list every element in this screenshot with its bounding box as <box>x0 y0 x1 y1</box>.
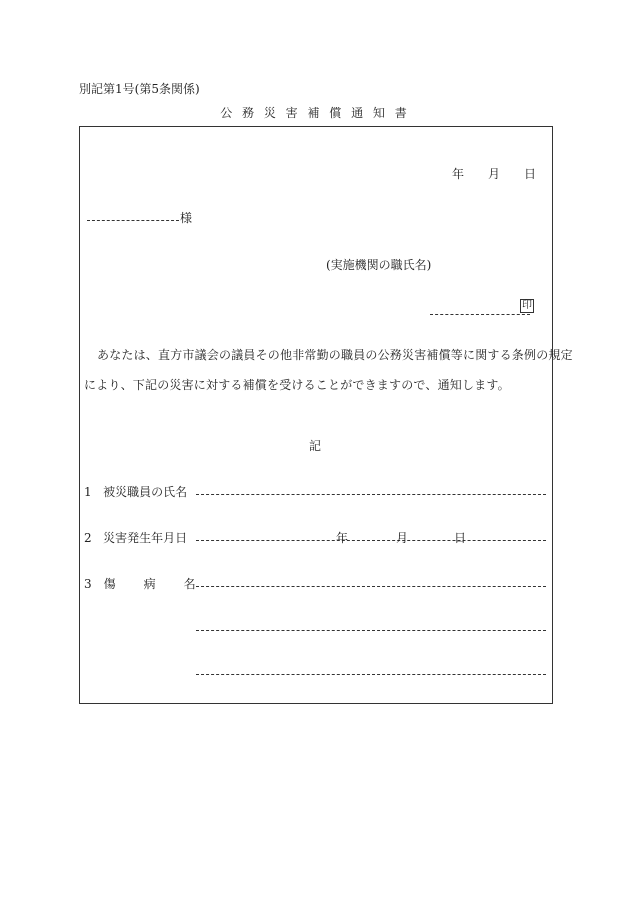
item3-char3: 名 <box>183 577 196 591</box>
seal-mark: 印 <box>522 300 532 311</box>
item3-char2: 病 <box>143 577 156 591</box>
item3-char1: 傷 <box>103 577 116 591</box>
item1-label <box>84 483 187 500</box>
form-reference: 別記第1号(第5条関係) <box>79 82 200 96</box>
item2-number: 2 <box>84 531 92 545</box>
incident-date-field[interactable] <box>196 540 546 541</box>
item3-number: 3 <box>84 577 92 591</box>
date-year: 年 <box>452 167 465 181</box>
incident-day-label: 日 <box>454 531 467 545</box>
body-text-line1: あなたは、直方市議会の議員その他非常勤の職員の公務災害補償等に関する条例の規定 <box>97 348 573 362</box>
form-frame <box>79 126 553 704</box>
body-text-line2: により、下記の災害に対する補償を受けることができますので、通知します。 <box>84 378 510 392</box>
date-month: 月 <box>488 167 501 181</box>
victim-name-field[interactable] <box>196 494 546 495</box>
issue-date <box>452 165 536 182</box>
issuer-org-label: (実施機関の職氏名) <box>326 258 432 272</box>
incident-month-label: 月 <box>396 531 409 545</box>
injury-name-field-3[interactable] <box>196 674 546 675</box>
injury-name-field-2[interactable] <box>196 630 546 631</box>
date-day: 日 <box>524 167 537 181</box>
item1-text: 被災職員の氏名 <box>103 485 188 499</box>
injury-name-field-1[interactable] <box>196 586 546 587</box>
document-title: 公 務 災 害 補 償 通 知 書 <box>220 106 410 120</box>
item3-label <box>84 575 196 592</box>
item2-text: 災害発生年月日 <box>103 531 188 545</box>
addressee-field[interactable] <box>87 220 179 221</box>
item2-label <box>84 529 187 546</box>
honorific-sama: 様 <box>180 211 193 225</box>
issuer-signature-field[interactable] <box>430 314 530 315</box>
incident-year-label: 年 <box>336 531 349 545</box>
ki-heading: 記 <box>308 439 321 453</box>
item1-number: 1 <box>84 485 92 499</box>
